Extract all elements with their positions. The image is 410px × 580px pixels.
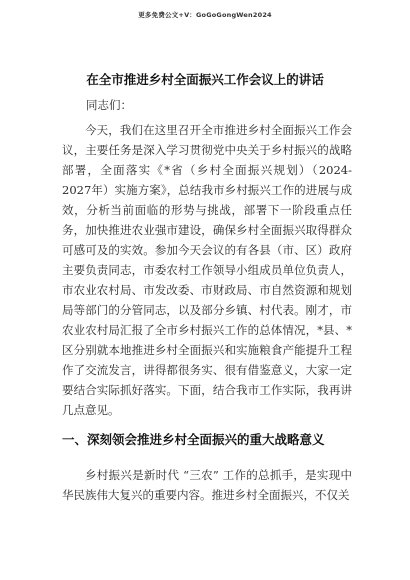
paragraph-section-1: 乡村振兴是新时代 “三农” 工作的总抓手，是实现中华民族伟大复兴的重要内容。推进乡村全面振兴，不仅关	[62, 468, 352, 502]
salutation: 同志们：	[86, 98, 132, 112]
document-title: 在全市推进乡村全面振兴工作会议上的讲话	[86, 72, 324, 87]
watermark-text: 更多免费公文+V：GoGoGongWen2024	[138, 11, 272, 19]
paragraph-opening: 今天，我们在这里召开全市推进乡村全面振兴工作会议，主要任务是深入学习贯彻党中央关于乡村振兴的战略部署，全面落实《*省（乡村全面振兴规划）（2024-2027年）实施方案》，总结我市乡村振兴工作的进展与成效，分析当前面临的形势与挑战，部署下一阶段重点任务，加快推进农业强市建设，确保乡村全面振兴取得群众可感可及的实效。参加今天会议的有各县（市、区）政府主要负责同志，市委农村工作领导小组成员单位负责人，市农业农村局、市发改委、市财政局、市自然资源和规划局等部门的分管同志，以及部分乡镇、村代表。刚才，市农业农村局汇报了全市乡村振兴工作的总体情况，*县、*区分别就本地推进乡村全面振兴和实施粮食产能提升工程作了交流发言，讲得都很务实、很有借鉴意义，大家一定要结合实际抓好落实。下面，结合我市工作实际，我再讲几点意见。	[62, 123, 352, 417]
section-heading-1: 一、深刻领会推进乡村全面振兴的重大战略意义	[62, 432, 325, 447]
